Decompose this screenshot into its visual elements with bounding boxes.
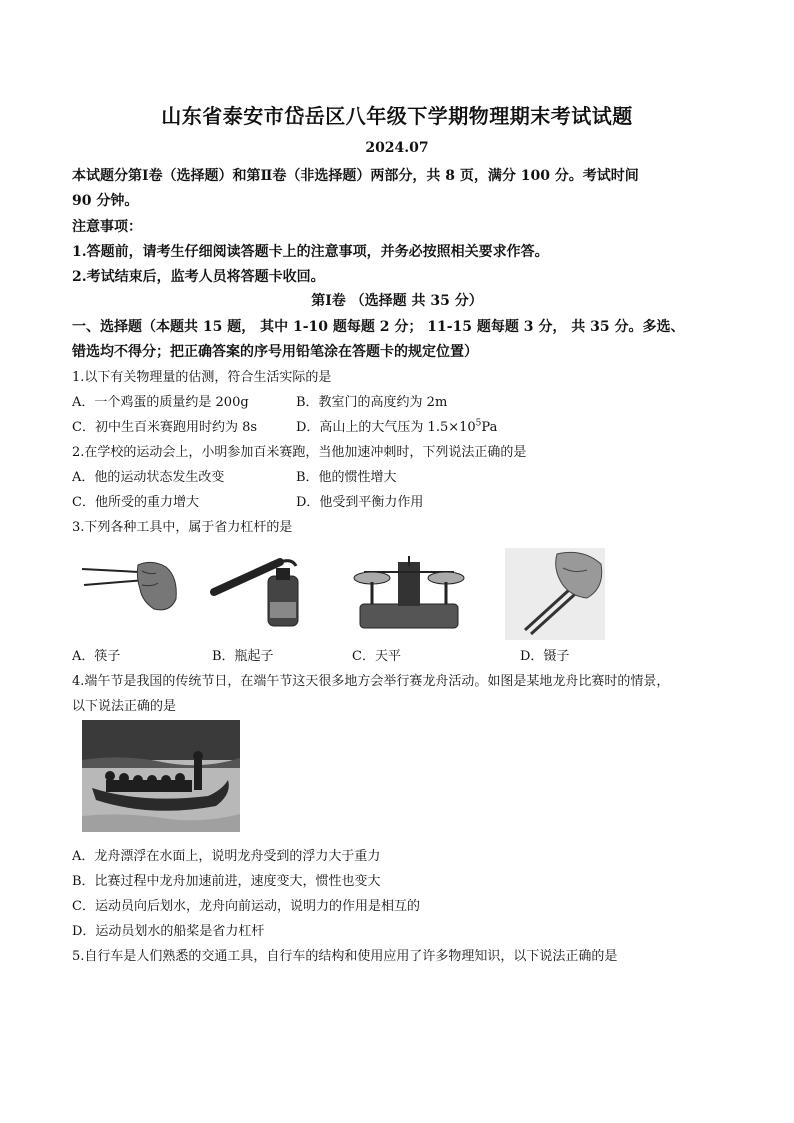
- tweezers-image: [505, 548, 605, 640]
- q4-option-d: D．运动员划水的船桨是省力杠杆: [72, 924, 265, 939]
- chopsticks-image: [80, 555, 180, 615]
- intro-line-1: 本试题分第Ⅰ卷（选择题）和第Ⅱ卷（非选择题）两部分，共 8 页，满分 100 分。考试时间: [72, 168, 639, 184]
- q1-option-a: A．一个鸡蛋的质量约是 200g: [72, 395, 249, 410]
- exam-date: 2024.07: [365, 140, 429, 156]
- q1-option-d-exponent: 5: [475, 418, 482, 429]
- q3-option-c: C．天平: [352, 649, 401, 664]
- q4-option-a: A．龙舟漂浮在水面上，说明龙舟受到的浮力大于重力: [72, 849, 381, 864]
- intro-line-2: 90 分钟。: [72, 193, 139, 209]
- notice-title: 注意事项：: [72, 219, 142, 235]
- q4-stem-line-2: 以下说法正确的是: [72, 699, 177, 714]
- q3-option-d: D．镊子: [520, 649, 570, 664]
- section-instruction-1: 一、选择题（本题共 15 题， 其中 1-10 题每题 2 分； 11-15 题每题 3 分， 共 35 分。多选、: [72, 319, 685, 335]
- q5-stem: 5.自行车是人们熟悉的交通工具，自行车的结构和使用应用了许多物理知识，以下说法正确的是: [72, 949, 618, 964]
- q1-option-c: C．初中生百米赛跑用时约为 8s: [72, 420, 258, 435]
- bottle-opener-image: [210, 552, 302, 632]
- notice-item-2: 2.考试结束后，监考人员将答题卡收回。: [72, 269, 325, 285]
- dragon-boat-photo: [82, 720, 240, 832]
- q2-option-a: A．他的运动状态发生改变: [72, 470, 225, 485]
- q4-option-c: C．运动员向后划水，龙舟向前运动，说明力的作用是相互的: [72, 899, 420, 914]
- section-heading: 第Ⅰ卷 （选择题 共 35 分）: [311, 293, 483, 309]
- q2-stem: 2.在学校的运动会上，小明参加百米赛跑，当他加速冲刺时，下列说法正确的是: [72, 445, 527, 460]
- q2-option-b: B．他的惯性增大: [296, 470, 397, 485]
- q3-option-b: B．瓶起子: [212, 649, 274, 664]
- exam-title: 山东省泰安市岱岳区八年级下学期物理期末考试试题: [161, 104, 633, 128]
- q2-option-c: C．他所受的重力增大: [72, 495, 199, 510]
- q1-option-d-text: D．高山上的大气压为 1.5×10: [296, 420, 476, 435]
- q1-option-b: B．教室门的高度约为 2m: [296, 395, 448, 410]
- notice-item-1: 1.答题前，请考生仔细阅读答题卡上的注意事项，并务必按照相关要求作答。: [72, 244, 549, 260]
- balance-scale-image: [350, 552, 468, 632]
- q1-option-d: [296, 416, 497, 435]
- section-instruction-2: 错选均不得分；把正确答案的序号用铅笔涂在答题卡的规定位置）: [72, 344, 478, 360]
- q1-option-d-unit: Pa: [481, 420, 498, 435]
- q3-stem: 3.下列各种工具中，属于省力杠杆的是: [72, 520, 293, 535]
- q1-stem: 1.以下有关物理量的估测，符合生活实际的是: [72, 370, 332, 385]
- q2-option-d: D．他受到平衡力作用: [296, 495, 424, 510]
- q4-stem-line-1: 4.端午节是我国的传统节日，在端午节这天很多地方会举行赛龙舟活动。如图是某地龙舟比赛时的情景，: [72, 674, 670, 689]
- q4-option-b: B．比赛过程中龙舟加速前进，速度变大，惯性也变大: [72, 874, 381, 889]
- q3-option-a: A．筷子: [72, 649, 121, 664]
